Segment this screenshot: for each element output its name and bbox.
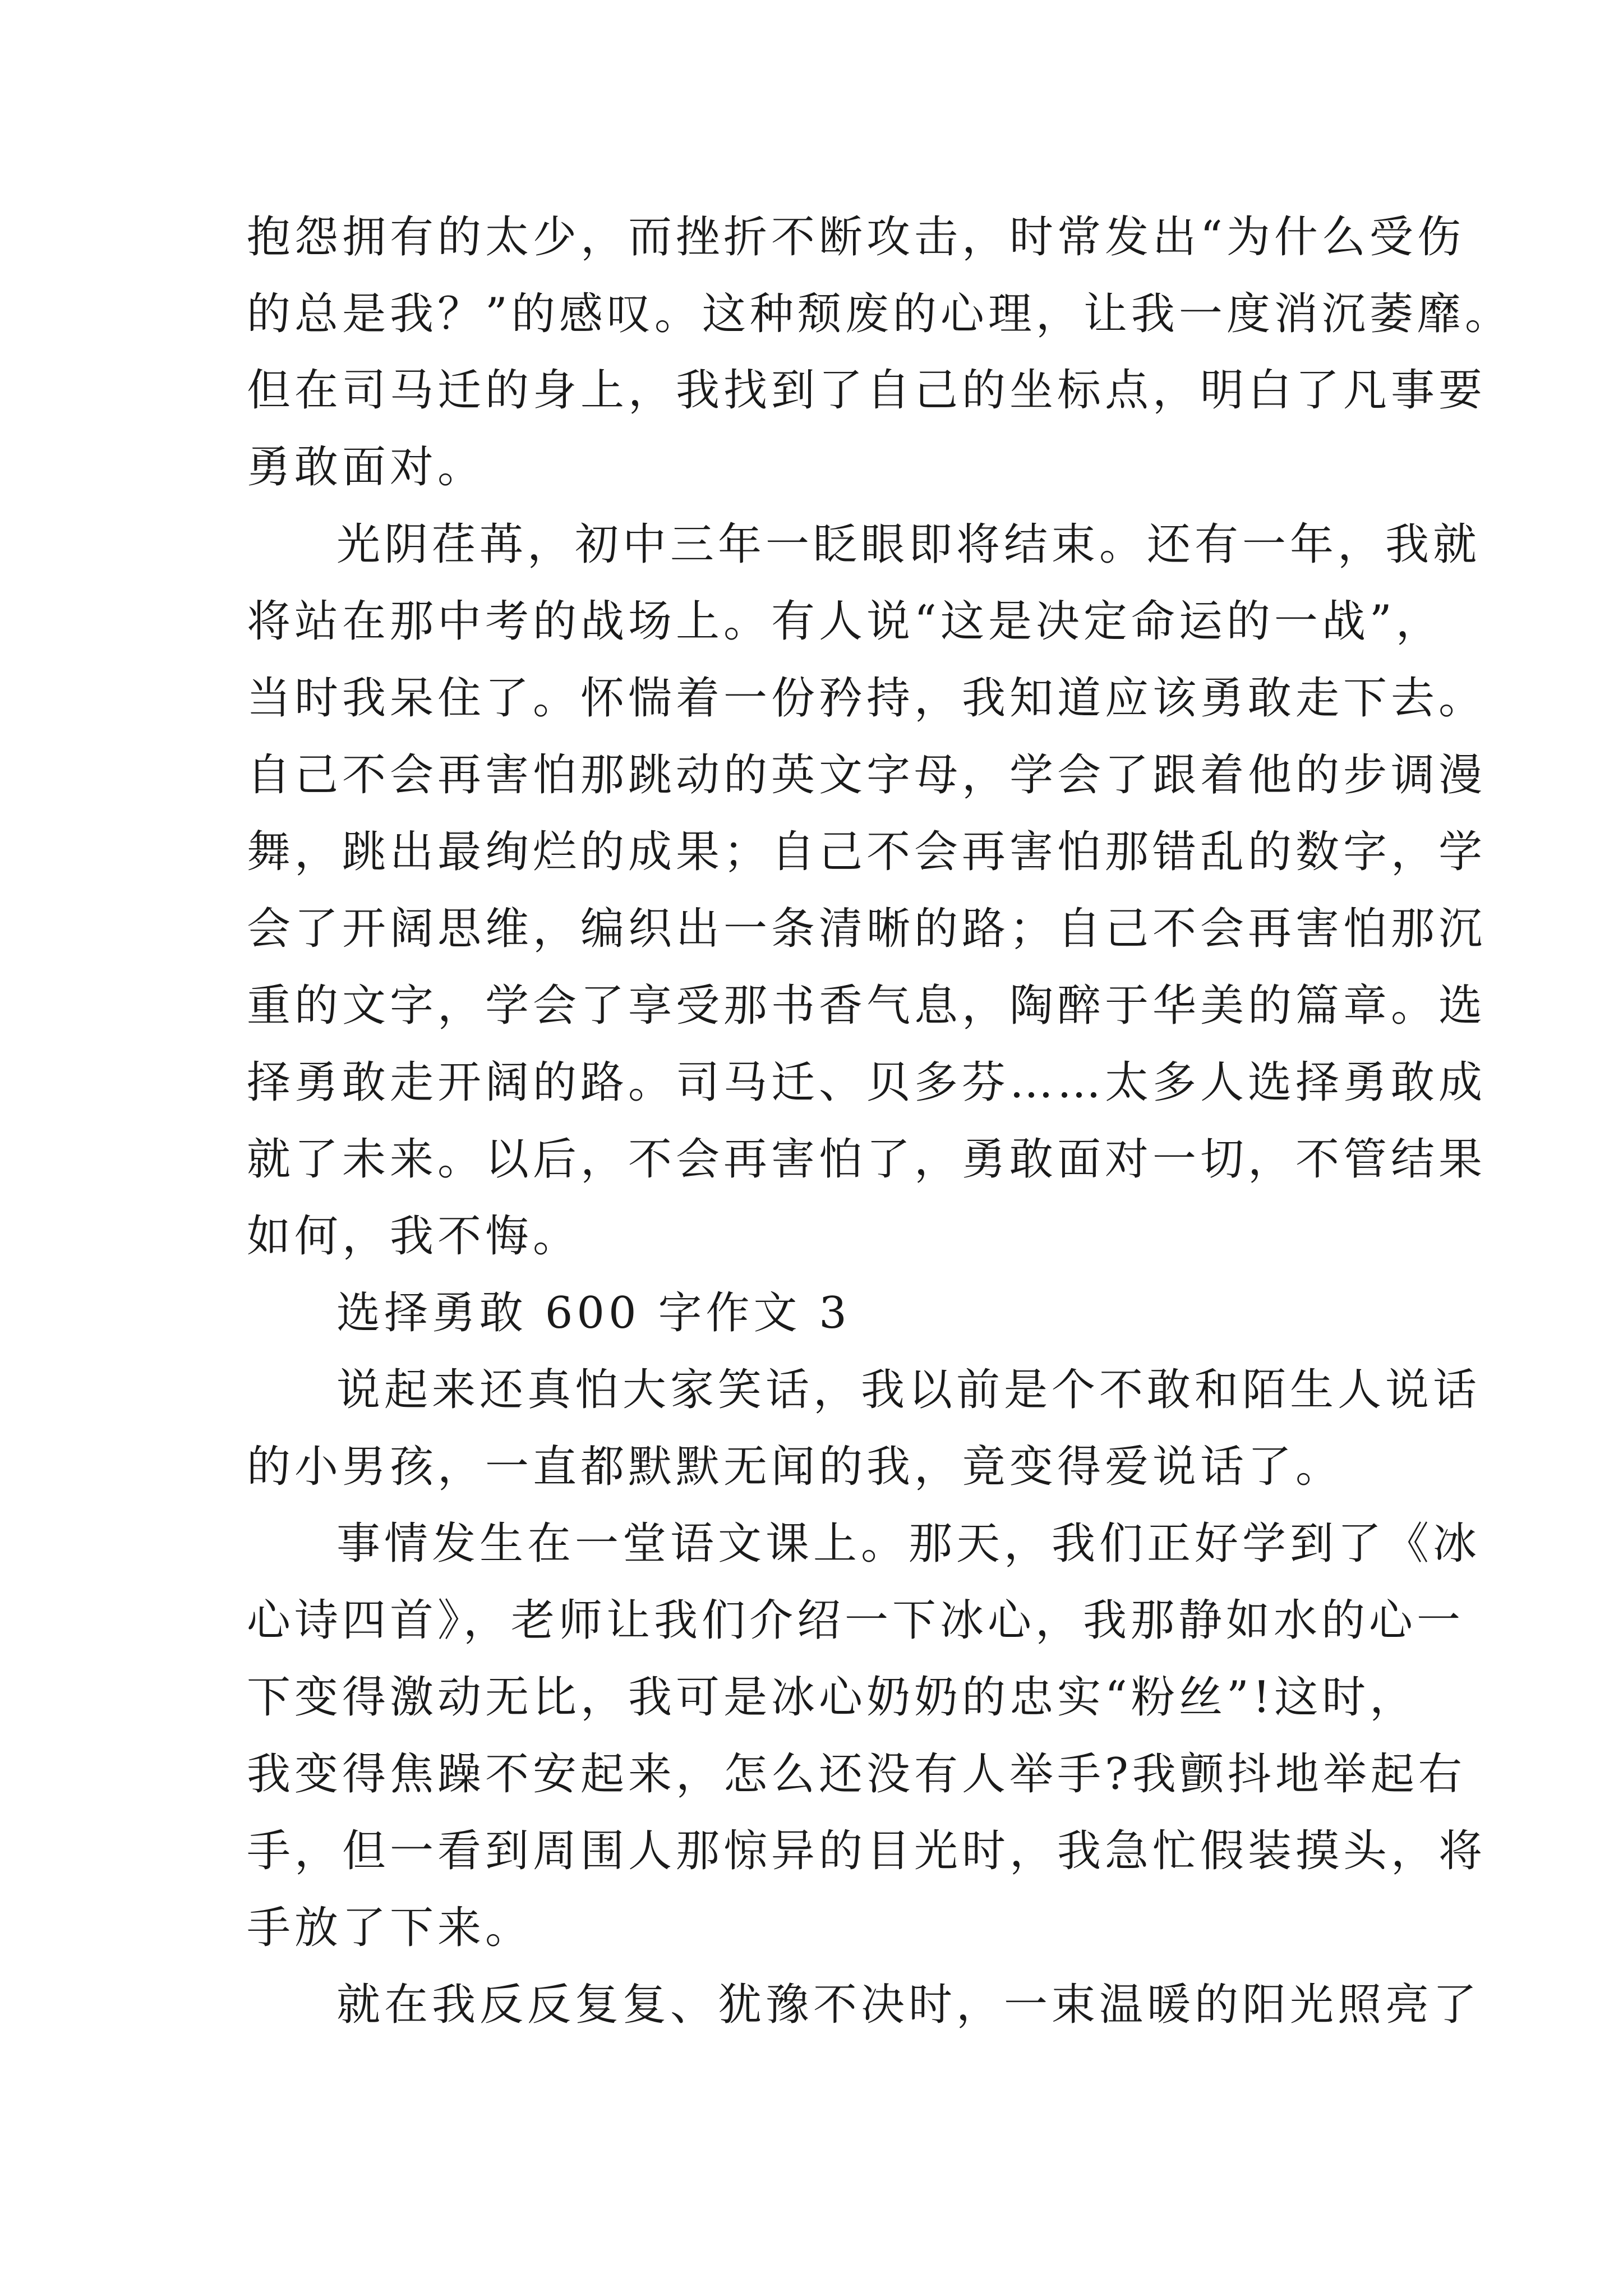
text-line: 抱怨拥有的太少，而挫折不断攻击，时常发出“为什么受伤 xyxy=(247,212,1465,263)
text-line: 将站在那中考的战场上。有人说“这是决定命运的一战”， xyxy=(247,596,1444,647)
text-line: 如何，我不悔。 xyxy=(247,1211,581,1262)
text-line: 勇敢面对。 xyxy=(247,442,486,493)
text-line: 我变得焦躁不安起来，怎么还没有人举手?我颤抖地举起右 xyxy=(247,1749,1466,1800)
text-line: 的总是我？”的感叹。这种颓废的心理，让我一度消沉萎靡。 xyxy=(247,289,1513,339)
text-line: 就了未来。以后，不会再害怕了，勇敢面对一切，不管结果 xyxy=(247,1134,1487,1185)
text-line: 自己不会再害怕那跳动的英文字母，学会了跟着他的步调漫 xyxy=(247,750,1487,800)
text-line: 下变得激动无比，我可是冰心奶奶的忠实“粉丝”!这时， xyxy=(247,1672,1418,1723)
section-heading: 选择勇敢 600 字作文 3 xyxy=(336,1288,851,1338)
text-line: 择勇敢走开阔的路。司马迁、贝多芬……太多人选择勇敢成 xyxy=(247,1057,1487,1108)
text-line: 但在司马迁的身上，我找到了自己的坐标点，明白了凡事要 xyxy=(247,365,1487,416)
text-line: 重的文字，学会了享受那书香气息，陶醉于华美的篇章。选 xyxy=(247,981,1487,1031)
text-line: 事情发生在一堂语文课上。那天，我们正好学到了《冰 xyxy=(336,1519,1481,1569)
text-line: 心诗四首》，老师让我们介绍一下冰心，我那静如水的心一 xyxy=(247,1595,1465,1646)
text-line: 手放了下来。 xyxy=(247,1903,533,1953)
text-line: 当时我呆住了。怀惴着一份矜持，我知道应该勇敢走下去。 xyxy=(247,673,1487,724)
text-line: 的小男孩，一直都默默无闻的我，竟变得爱说话了。 xyxy=(247,1442,1344,1492)
text-line: 手，但一看到周围人那惊异的目光时，我急忙假装摸头，将 xyxy=(247,1826,1487,1876)
text-line: 舞，跳出最绚烂的成果；自己不会再害怕那错乱的数字，学 xyxy=(247,827,1487,877)
text-line: 会了开阔思维，编织出一条清晰的路；自己不会再害怕那沉 xyxy=(247,904,1487,954)
text-line: 光阴荏苒，初中三年一眨眼即将结束。还有一年，我就 xyxy=(336,519,1481,570)
text-line: 就在我反反复复、犹豫不决时，一束温暖的阳光照亮了 xyxy=(336,1980,1481,2030)
text-line: 说起来还真怕大家笑话，我以前是个不敢和陌生人说话 xyxy=(336,1365,1481,1415)
